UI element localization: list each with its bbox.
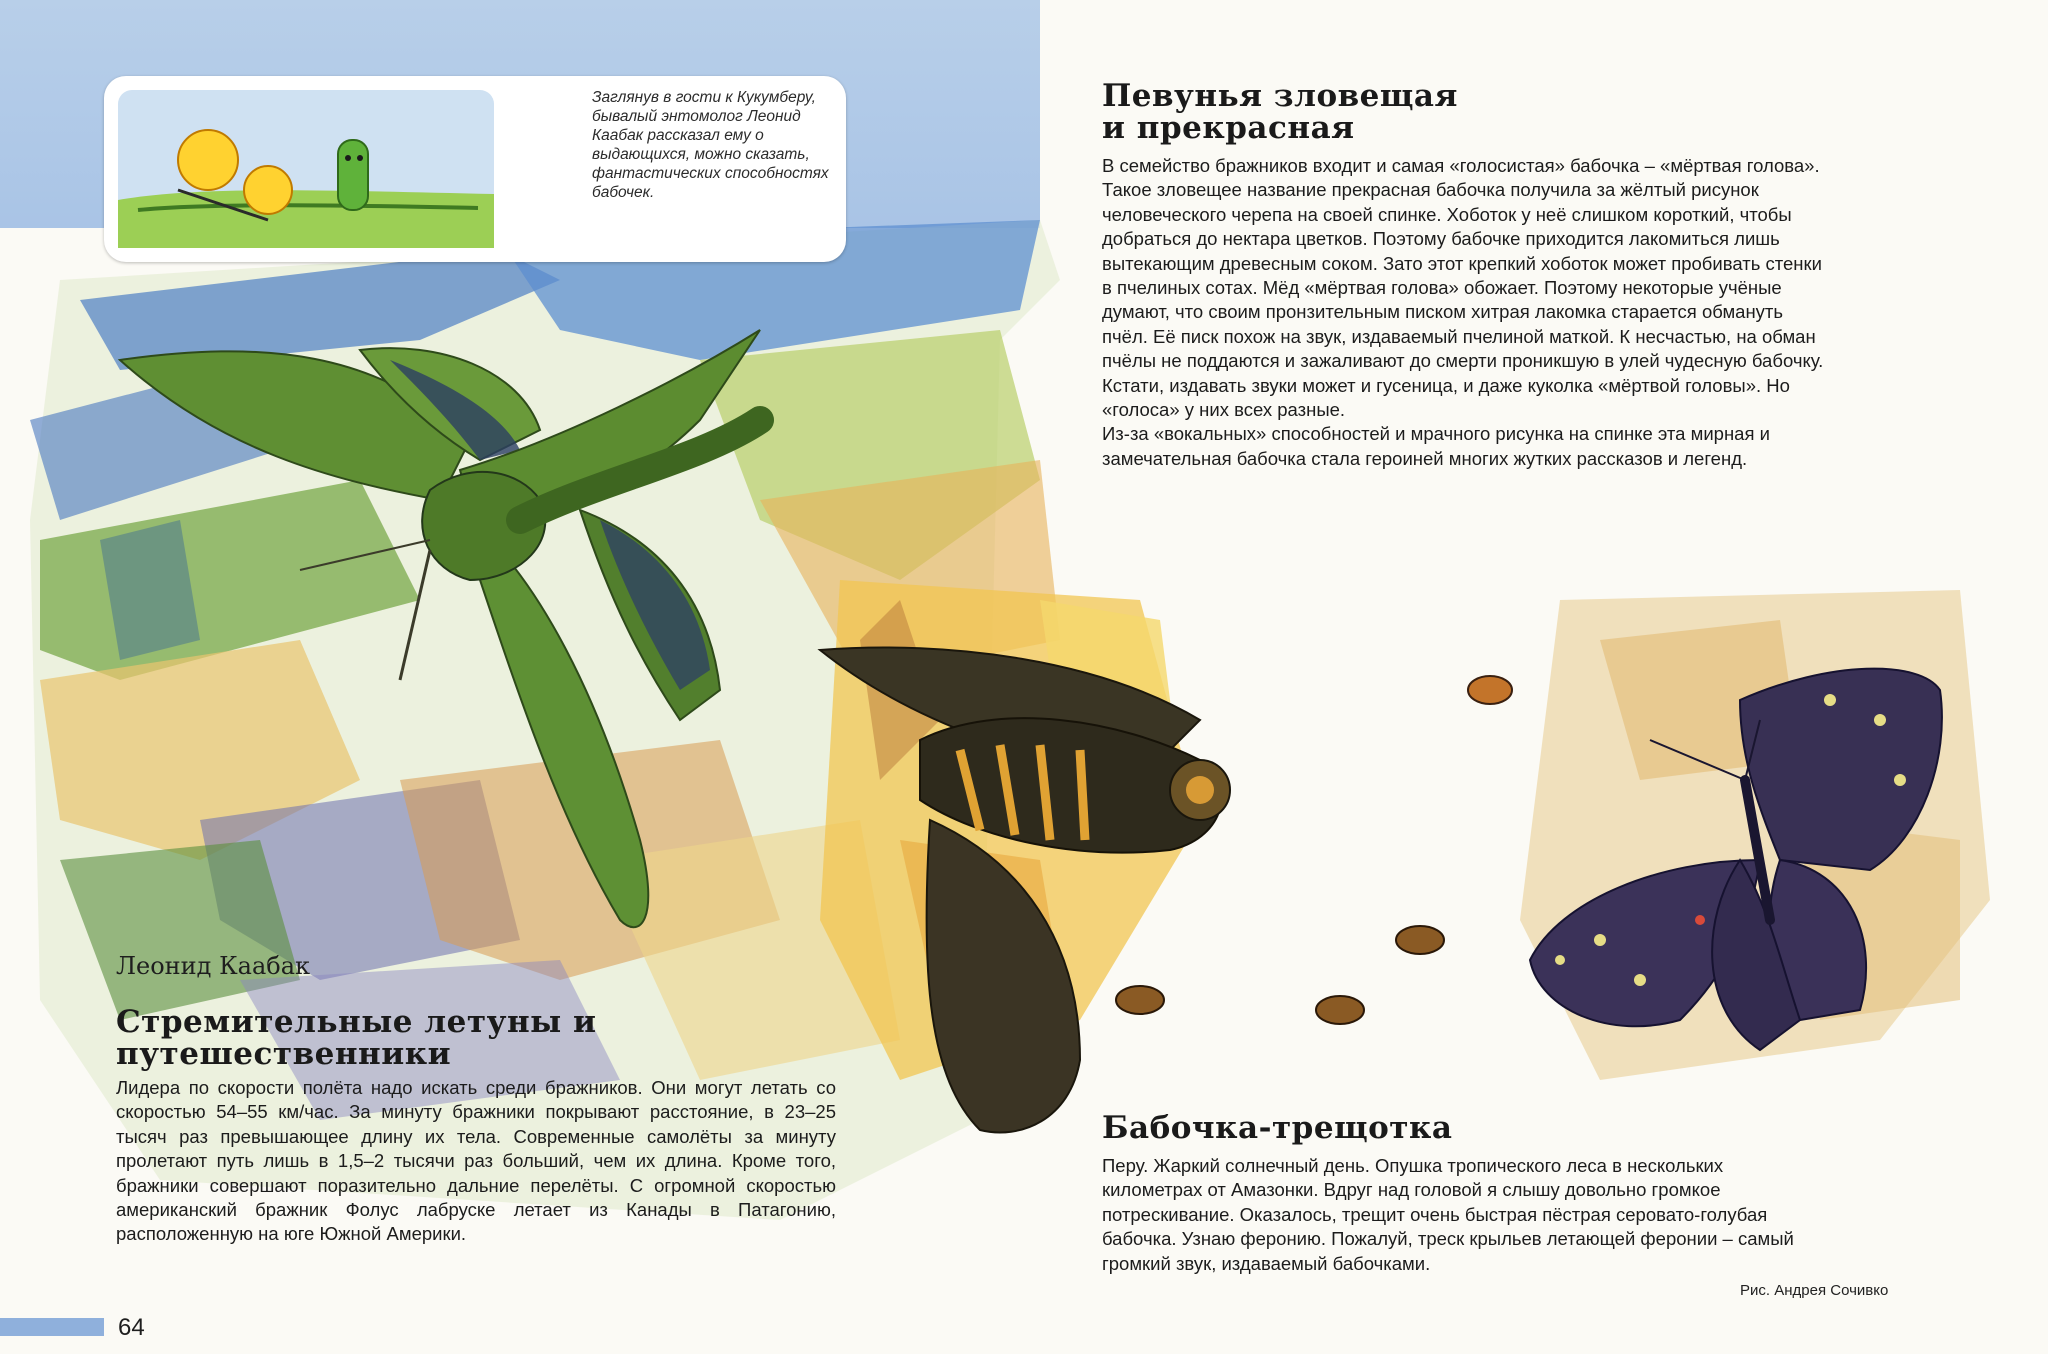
right-title-line2: и прекрасная: [1102, 110, 1355, 146]
left-section-title: [116, 1006, 636, 1070]
left-title-line1: Стремительные летуны и: [116, 1004, 597, 1040]
kukumber-illustration: [118, 90, 494, 248]
left-title-line2: путешественники: [116, 1036, 452, 1072]
bottom-section-body: Перу. Жаркий солнечный день. Опушка тропического леса в нескольких километрах от Амазонки. Вдруг над головой я слышу довольно громкое потрескивание. Оказалось, трещит очень быстрая пёстрая серовато-голубая бабочка. Узнаю феронию. Пожалуй, треск крыльев летающей феронии – самый громкий звук, издаваемый бабочками.: [1102, 1155, 1794, 1274]
cucumber-character: [338, 140, 368, 210]
left-section-body: Лидера по скорости полёта надо искать среди бражников. Они могут летать со скоростью 54–55 км/час. За минуту бражники покрывают расстояние, в 23–25 тысяч раз превышающее длину их тела. Современные самолёты за минуту пролетают путь лишь в 1,5–2 тысячи раз больший, чем их длина. Кроме того, бражники совершают поразительно дальние перелёты. С огромной скоростью американский бражник Фолус лабруске летает из Канады в Патагонию, расположенную на юге Южной Америки.: [116, 1077, 836, 1245]
intro-text: Заглянув в гости к Кукумберу, бывалый энтомолог Леонид Каабак рассказал ему о выдающихся, можно сказать, фантастических способностях бабочек.: [592, 89, 829, 201]
illustration-credit: Рис. Андрея Сочивко: [1740, 1282, 1889, 1299]
right-section-title: [1102, 80, 1662, 144]
right-section-body: [1102, 154, 1824, 471]
intro-box: [104, 76, 846, 262]
bottom-blue-band: [0, 1318, 104, 1336]
page-number: 64: [118, 1314, 145, 1341]
author-name: Леонид Каабак: [116, 952, 311, 980]
right-paragraph: Кстати, издавать звуки может и гусеница, и даже куколка «мёртвой головы». Но «голоса» у них всех разные.: [1102, 374, 1790, 421]
right-paragraph: В семейство бражников входит и самая «голосистая» бабочка – «мёртвая голова». Такое зловещее название прекрасная бабочка получила за жёлтый рисунок человеческого черепа на своей спинке. Хоботок у неё слишком короткий, чтобы добраться до нектара цветков. Поэтому бабочке приходится лакомиться лишь вытекающим древесным соком. Зато этот крепкий хоботок может пробивать стенки в пчелиных сотах. Мёд «мёртвая голова» обожает. Поэтому некоторые учёные думают, что своим пронзительным писком хитрая лакомка старается обмануть пчёл. Её писк похож на звук, издаваемый пчелиной маткой. К несчастью, на обман пчёлы не поддаются и зажаливают до смерти проникшую в улей чудесную бабочку.: [1102, 155, 1824, 372]
right-title-line1: Певунья зловещая: [1102, 78, 1458, 114]
right-paragraph: Из-за «вокальных» способностей и мрачного рисунка на спинке эта мирная и замечательная бабочка стала героиней многих жутких рассказов и легенд.: [1102, 423, 1770, 469]
bottom-section-title: Бабочка-трещотка: [1102, 1110, 1453, 1146]
